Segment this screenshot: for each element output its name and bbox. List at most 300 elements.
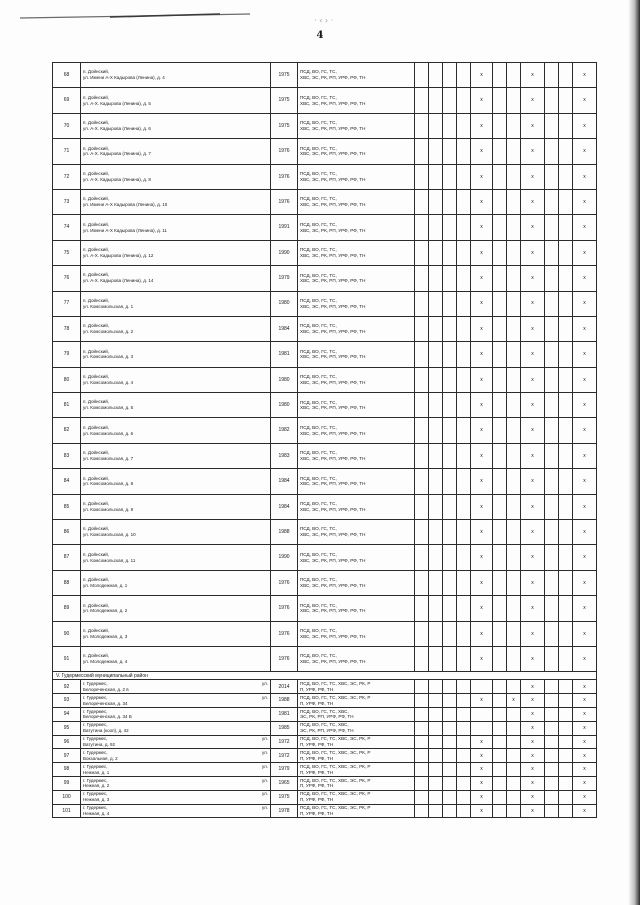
work-mark-cell: х: [573, 266, 597, 291]
work-mark-cell: [429, 469, 443, 494]
address-cell: [81, 494, 271, 519]
service-list-line-2: ХВС, ЭС, РК, РП, УРФ, РФ, ТН: [300, 202, 366, 208]
work-mark-cell: х: [521, 266, 545, 291]
work-mark-cell: [507, 776, 521, 790]
work-mark-cell: [507, 763, 521, 777]
address-locality: г. Гудермес,: [83, 736, 108, 742]
work-mark-cell: [507, 88, 521, 113]
service-list-cell: [298, 707, 415, 721]
build-year: 1975: [271, 63, 298, 88]
work-mark-cell: [493, 804, 507, 818]
work-mark-cell: [559, 721, 573, 735]
table-row: [53, 291, 597, 316]
table-row: [53, 694, 597, 708]
work-mark-cell: [457, 763, 471, 777]
work-mark-cell: х: [471, 520, 493, 545]
build-year: 1984: [271, 494, 298, 519]
work-mark-cell: х: [471, 291, 493, 316]
work-mark-cell: [507, 520, 521, 545]
work-mark-cell: [443, 545, 457, 570]
work-mark-cell: [457, 215, 471, 240]
work-mark-cell: [415, 291, 429, 316]
table-row: [53, 776, 597, 790]
service-list-line-2: ХВС, ЭС, РК, РП, УРФ, РФ, ТН: [300, 608, 366, 614]
service-list-line-2: ХВС, ЭС, РК, РП, УРФ, РФ, ТН: [300, 151, 366, 157]
work-mark-cell: х: [573, 469, 597, 494]
work-mark-cell: [457, 266, 471, 291]
address-street: ул. Молодежная, д. 4: [83, 659, 128, 665]
work-mark-cell: [429, 240, 443, 265]
address-cell: [81, 367, 271, 392]
address-locality: г. Гудермес,: [83, 749, 108, 755]
row-number: 79: [53, 342, 81, 367]
row-number: 101: [53, 804, 81, 818]
work-mark-cell: [429, 266, 443, 291]
work-mark-cell: [545, 776, 559, 790]
address-locality: г. Гудермес,: [83, 694, 108, 700]
row-number: 100: [53, 790, 81, 804]
address-street: Вокзальная, д. 2: [83, 755, 118, 761]
table-row: [53, 570, 597, 595]
work-mark-cell: [443, 570, 457, 595]
work-mark-cell: [507, 164, 521, 189]
address-cell: [81, 763, 271, 777]
work-mark-cell: [507, 494, 521, 519]
build-year: 2014: [271, 680, 298, 694]
service-list-cell: [298, 316, 415, 341]
work-mark-cell: [429, 342, 443, 367]
address-street: ул. Комсомольская, д. 4: [83, 379, 134, 385]
work-mark-cell: [429, 139, 443, 164]
service-list-line-1: ПСД, ВО, ГС, ТС,: [300, 145, 337, 151]
work-mark-cell: [559, 266, 573, 291]
work-mark-cell: [559, 763, 573, 777]
service-list-line-2: ХВС, ЭС, РК, РП, УРФ, РФ, ТН: [300, 405, 366, 411]
service-list-line-1: ПСД, ВО, ГС, ТС,: [300, 247, 337, 253]
scan-smudge: [20, 12, 250, 20]
address-cell: [81, 164, 271, 189]
build-year: 1965: [271, 776, 298, 790]
work-mark-cell: х: [573, 790, 597, 804]
address-street: Нежная, д. 2: [83, 783, 110, 789]
work-mark-cell: х: [573, 418, 597, 443]
work-mark-cell: х: [573, 776, 597, 790]
service-list-line-2: ХВС, ЭС, РК, РП, УРФ, РФ, ТН: [300, 252, 366, 258]
work-mark-cell: [457, 596, 471, 621]
row-number: 97: [53, 749, 81, 763]
service-list-line-1: ПСД, ВО, ГС, ТС,: [300, 94, 337, 100]
work-mark-cell: [429, 215, 443, 240]
address-street: ул. А-Х. Кадырова (Ленина), д. 14: [83, 278, 154, 284]
work-mark-cell: [415, 164, 429, 189]
address-street: ул. Комсомольская, д. 9: [83, 506, 134, 512]
work-mark-cell: х: [471, 113, 493, 138]
work-mark-cell: [493, 189, 507, 214]
service-list-line-2: ХВС, ЭС, РК, РП, УРФ, РФ, ТН: [300, 633, 366, 639]
service-list-cell: [298, 164, 415, 189]
work-mark-cell: [493, 596, 507, 621]
work-mark-cell: [559, 749, 573, 763]
service-list-line-2: ХВС, ЭС, РК, РП, УРФ, РФ, ТН: [300, 456, 366, 462]
work-mark-cell: х: [521, 291, 545, 316]
table-row: [53, 63, 597, 88]
work-mark-cell: [493, 721, 507, 735]
service-list-cell: [298, 804, 415, 818]
table-row: [53, 342, 597, 367]
row-number: 70: [53, 113, 81, 138]
work-mark-cell: [443, 367, 457, 392]
work-mark-cell: [545, 240, 559, 265]
service-list-line-1: ПСД, ВО, ГС, ТС, ХВС, ЭС, РК, Р: [300, 777, 371, 783]
work-mark-cell: [457, 707, 471, 721]
work-mark-cell: [443, 621, 457, 646]
work-mark-cell: [443, 707, 457, 721]
build-year: 1978: [271, 804, 298, 818]
service-list-line-2: ХВС, ЭС, РК, РП, УРФ, РФ, ТН: [300, 100, 366, 106]
service-list-line-2: ХВС, ЭС, РК, РП, УРФ, РФ, ТН: [300, 557, 366, 563]
service-list-line-1: ПСД, ВО, ГС, ТС,: [300, 450, 337, 456]
service-list-cell: [298, 266, 415, 291]
address-street-prefix: ул.: [261, 680, 268, 686]
work-mark-cell: х: [573, 721, 597, 735]
service-list-cell: [298, 63, 415, 88]
work-mark-cell: [493, 776, 507, 790]
row-number: 75: [53, 240, 81, 265]
work-mark-cell: х: [573, 735, 597, 749]
address-cell: [81, 707, 271, 721]
work-mark-cell: [559, 469, 573, 494]
service-list-line-2: ХВС, ЭС, РК, РП, УРФ, РФ, ТН: [300, 354, 366, 360]
service-list-line-2: ХВС, ЭС, РК, РП, УРФ, РФ, ТН: [300, 532, 366, 538]
work-mark-cell: х: [507, 694, 521, 708]
work-mark-cell: х: [521, 139, 545, 164]
work-mark-cell: [443, 694, 457, 708]
work-mark-cell: х: [573, 443, 597, 468]
work-mark-cell: [429, 520, 443, 545]
address-street: ул. Имени А-Х Кадырова (Ленина), д. 4: [83, 75, 165, 81]
work-mark-cell: [545, 393, 559, 418]
build-year: 1990: [271, 545, 298, 570]
work-mark-cell: [559, 646, 573, 671]
service-list-line-1: ПСД, ВО, ГС, ТС, ХВС, ЭС, РК, Р: [300, 791, 371, 797]
work-mark-cell: [457, 735, 471, 749]
work-mark-cell: [443, 393, 457, 418]
work-mark-cell: х: [521, 707, 545, 721]
work-mark-cell: [457, 393, 471, 418]
work-mark-cell: [545, 215, 559, 240]
work-mark-cell: [443, 443, 457, 468]
row-number: 77: [53, 291, 81, 316]
work-mark-cell: [507, 215, 521, 240]
service-list-line-1: ПСД, ВО, ГС, ТС,: [300, 577, 337, 583]
service-list-cell: [298, 113, 415, 138]
address-street: ул. Комсомольская, д. 3: [83, 354, 134, 360]
address-street: ул. А-Х. Кадырова (Ленина), д. 12: [83, 252, 154, 258]
service-list-cell: [298, 291, 415, 316]
address-cell: [81, 291, 271, 316]
work-mark-cell: [493, 735, 507, 749]
work-mark-cell: [443, 88, 457, 113]
work-mark-cell: [493, 790, 507, 804]
work-mark-cell: [415, 316, 429, 341]
work-mark-cell: [457, 342, 471, 367]
work-mark-cell: [493, 164, 507, 189]
address-locality: п. Дойнский,: [83, 374, 110, 380]
service-list-line-1: ПСД, ВО, ГС, ТС,: [300, 399, 337, 405]
service-list-cell: [298, 545, 415, 570]
work-mark-cell: [429, 443, 443, 468]
work-mark-cell: [415, 189, 429, 214]
work-mark-cell: [507, 469, 521, 494]
work-mark-cell: х: [471, 776, 493, 790]
work-mark-cell: х: [573, 240, 597, 265]
work-mark-cell: [559, 790, 573, 804]
work-mark-cell: [457, 545, 471, 570]
work-mark-cell: [415, 113, 429, 138]
work-mark-cell: [415, 469, 429, 494]
address-cell: [81, 545, 271, 570]
work-mark-cell: [415, 63, 429, 88]
work-mark-cell: [545, 694, 559, 708]
address-cell: [81, 621, 271, 646]
build-year: 1980: [271, 291, 298, 316]
work-mark-cell: [545, 164, 559, 189]
address-locality: п. Дойнский,: [83, 399, 110, 405]
work-mark-cell: [545, 316, 559, 341]
address-street-prefix: ул.: [261, 763, 268, 769]
service-list-cell: [298, 520, 415, 545]
work-mark-cell: [545, 763, 559, 777]
table-row: [53, 804, 597, 818]
work-mark-cell: х: [573, 113, 597, 138]
work-mark-cell: [545, 342, 559, 367]
work-mark-cell: [559, 189, 573, 214]
address-locality: п. Дойнский,: [83, 424, 110, 430]
address-cell: [81, 790, 271, 804]
service-list-line-1: ПСД, ВО, ГС, ТС,: [300, 348, 337, 354]
service-list-line-2: ЭС, РК, РП, УРФ, РФ, ТН: [300, 728, 354, 734]
work-mark-cell: [429, 707, 443, 721]
build-year: 1972: [271, 749, 298, 763]
service-list-line-2: П, УРФ, РФ, ТН: [300, 700, 334, 706]
address-locality: п. Дойнский,: [83, 348, 110, 354]
work-mark-cell: [559, 342, 573, 367]
work-mark-cell: [493, 291, 507, 316]
service-list-line-2: ЭС, РК, РП, УРФ, РФ, ТН: [300, 714, 354, 720]
work-mark-cell: [429, 790, 443, 804]
service-list-cell: [298, 418, 415, 443]
address-street: ул. Комсомольская, д. 5: [83, 405, 134, 411]
work-mark-cell: [457, 749, 471, 763]
address-cell: [81, 694, 271, 708]
service-list-line-1: ПСД, ВО, ГС, ТС,: [300, 526, 337, 532]
work-mark-cell: х: [521, 469, 545, 494]
work-mark-cell: [429, 393, 443, 418]
build-year: 1975: [271, 88, 298, 113]
address-locality: п. Дойнский,: [83, 450, 110, 456]
address-street: ул. Комсомольская, д. 10: [83, 532, 136, 538]
work-mark-cell: [443, 520, 457, 545]
work-mark-cell: [507, 680, 521, 694]
work-mark-cell: х: [471, 646, 493, 671]
address-cell: [81, 680, 271, 694]
service-list-line-2: П, УРФ, РФ, ТН: [300, 686, 334, 692]
work-mark-cell: х: [573, 545, 597, 570]
row-number: 72: [53, 164, 81, 189]
address-cell: [81, 113, 271, 138]
work-mark-cell: [443, 215, 457, 240]
address-locality: п. Дойнский,: [83, 120, 110, 126]
service-list-line-2: П, УРФ, РФ, ТН: [300, 755, 334, 761]
work-mark-cell: х: [573, 494, 597, 519]
row-number: 95: [53, 721, 81, 735]
work-mark-cell: [429, 749, 443, 763]
work-mark-cell: [559, 804, 573, 818]
table-row: [53, 215, 597, 240]
address-street: Нежная, д. 4: [83, 810, 110, 816]
work-mark-cell: х: [471, 367, 493, 392]
work-mark-cell: [415, 139, 429, 164]
section-title: V. Гудермесский муниципальный район: [53, 672, 597, 680]
work-mark-cell: [457, 88, 471, 113]
work-mark-cell: х: [521, 621, 545, 646]
service-list-cell: [298, 139, 415, 164]
address-street: Ватутина, д. 92: [83, 741, 115, 747]
work-mark-cell: [443, 596, 457, 621]
work-mark-cell: [559, 393, 573, 418]
work-mark-cell: [493, 545, 507, 570]
work-mark-cell: [559, 240, 573, 265]
work-mark-cell: [415, 240, 429, 265]
address-cell: [81, 189, 271, 214]
table-row: [53, 520, 597, 545]
work-mark-cell: [493, 763, 507, 777]
work-mark-cell: [429, 680, 443, 694]
work-mark-cell: х: [471, 342, 493, 367]
work-mark-cell: [415, 694, 429, 708]
service-list-line-2: ХВС, ЭС, РК, РП, УРФ, РФ, ТН: [300, 659, 366, 665]
build-year: 1982: [271, 418, 298, 443]
work-mark-cell: [415, 776, 429, 790]
work-mark-cell: [507, 63, 521, 88]
build-year: 1976: [271, 646, 298, 671]
row-number: 68: [53, 63, 81, 88]
work-mark-cell: [457, 189, 471, 214]
work-mark-cell: [415, 520, 429, 545]
row-number: 87: [53, 545, 81, 570]
work-mark-cell: [559, 570, 573, 595]
work-mark-cell: [443, 721, 457, 735]
work-mark-cell: х: [573, 316, 597, 341]
build-year: 1976: [271, 570, 298, 595]
work-mark-cell: [443, 164, 457, 189]
service-list-line-2: ХВС, ЭС, РК, РП, УРФ, РФ, ТН: [300, 329, 366, 335]
work-mark-cell: х: [521, 545, 545, 570]
work-mark-cell: [493, 139, 507, 164]
work-mark-cell: [493, 494, 507, 519]
table-row: [53, 367, 597, 392]
address-locality: п. Дойнский,: [83, 196, 110, 202]
work-mark-cell: [507, 735, 521, 749]
work-mark-cell: [493, 393, 507, 418]
work-mark-cell: [493, 694, 507, 708]
work-mark-cell: [545, 88, 559, 113]
work-mark-cell: х: [573, 694, 597, 708]
work-mark-cell: [545, 570, 559, 595]
row-number: 88: [53, 570, 81, 595]
service-list-cell: [298, 342, 415, 367]
section-header-row: [53, 672, 597, 680]
service-list-line-1: ПСД, ВО, ГС, ТС, ХВС, ЭС, РК, Р: [300, 750, 371, 756]
row-number: 69: [53, 88, 81, 113]
address-locality: п. Дойнский,: [83, 500, 110, 506]
work-mark-cell: [429, 596, 443, 621]
service-list-cell: [298, 215, 415, 240]
address-cell: [81, 804, 271, 818]
work-mark-cell: х: [521, 790, 545, 804]
service-list-line-2: ХВС, ЭС, РК, РП, УРФ, РФ, ТН: [300, 278, 366, 284]
table-row: [53, 418, 597, 443]
work-mark-cell: х: [521, 418, 545, 443]
work-mark-cell: [507, 367, 521, 392]
work-mark-cell: х: [471, 545, 493, 570]
work-mark-cell: х: [521, 776, 545, 790]
work-mark-cell: х: [471, 596, 493, 621]
work-mark-cell: [471, 721, 493, 735]
work-mark-cell: х: [521, 88, 545, 113]
work-mark-cell: [415, 418, 429, 443]
work-mark-cell: [415, 749, 429, 763]
work-mark-cell: [493, 443, 507, 468]
work-mark-cell: [559, 596, 573, 621]
row-number: 84: [53, 469, 81, 494]
service-list-line-1: ПСД, ВО, ГС, ТС, ХВС, ЭС, РК, Р: [300, 736, 371, 742]
service-list-line-2: ХВС, ЭС, РК, РП, УРФ, РФ, ТН: [300, 430, 366, 436]
work-mark-cell: х: [573, 189, 597, 214]
work-mark-cell: [457, 694, 471, 708]
row-number: 83: [53, 443, 81, 468]
work-mark-cell: [457, 621, 471, 646]
service-list-cell: [298, 749, 415, 763]
work-mark-cell: [559, 215, 573, 240]
work-mark-cell: [457, 646, 471, 671]
work-mark-cell: х: [573, 646, 597, 671]
work-mark-cell: [559, 621, 573, 646]
work-mark-cell: [559, 88, 573, 113]
build-year: 1984: [271, 469, 298, 494]
work-mark-cell: [507, 189, 521, 214]
work-mark-cell: [559, 291, 573, 316]
work-mark-cell: х: [573, 520, 597, 545]
build-year: 1980: [271, 393, 298, 418]
service-list-line-1: ПСД, ВО, ГС, ТС, ХВС, ЭС, РК, Р: [300, 763, 371, 769]
build-year: 1983: [271, 443, 298, 468]
work-mark-cell: [443, 418, 457, 443]
work-mark-cell: [493, 215, 507, 240]
work-mark-cell: [545, 291, 559, 316]
work-mark-cell: х: [521, 443, 545, 468]
work-mark-cell: х: [573, 804, 597, 818]
table-row: [53, 494, 597, 519]
work-mark-cell: х: [471, 266, 493, 291]
service-list-line-2: ХВС, ЭС, РК, РП, УРФ, РФ, ТН: [300, 303, 366, 309]
build-year: 1981: [271, 707, 298, 721]
address-locality: г. Гудермес,: [83, 777, 108, 783]
service-list-line-2: П, УРФ, РФ, ТН: [300, 797, 334, 803]
work-mark-cell: [559, 707, 573, 721]
work-mark-cell: [493, 680, 507, 694]
work-mark-cell: [507, 418, 521, 443]
